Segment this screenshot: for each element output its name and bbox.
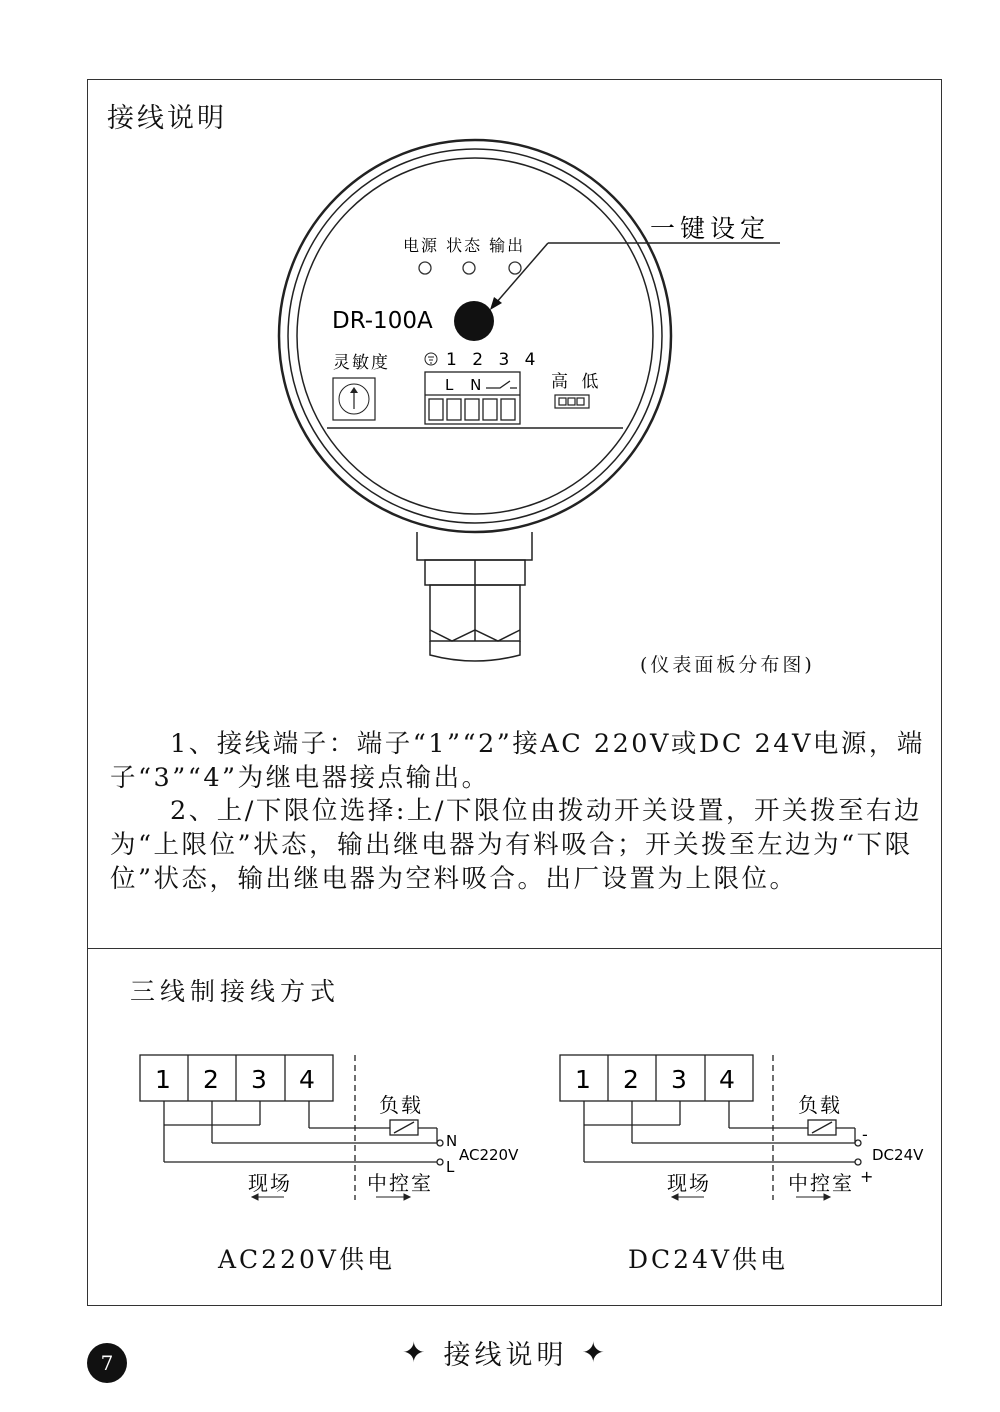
- model-label: DR-100A: [332, 308, 433, 334]
- dc-terminal-4: 4: [719, 1065, 735, 1094]
- dc-load-label: 负载: [798, 1093, 842, 1117]
- terminal-letters: L N: [445, 376, 488, 394]
- ac-terminal-4: 4: [299, 1065, 315, 1094]
- sensitivity-dial[interactable]: [333, 378, 375, 420]
- callout-text: 一键设定: [650, 214, 771, 243]
- dc-plus-label: +: [860, 1167, 874, 1186]
- ac-n-label: N: [446, 1132, 458, 1150]
- one-key-setup-button[interactable]: [454, 301, 494, 341]
- dc-terminal-2: 2: [623, 1065, 639, 1094]
- ac-terminal-2: 2: [203, 1065, 219, 1094]
- dc-supply-label: DC24V供电: [628, 1245, 789, 1274]
- dc-voltage-label: DC24V: [872, 1146, 924, 1164]
- output-led: [509, 262, 521, 274]
- ac-voltage-label: AC220V: [459, 1146, 519, 1164]
- ac-load-label: 负载: [379, 1093, 423, 1117]
- high-low-switch[interactable]: [555, 395, 589, 408]
- led-labels: 电源 状态 输出: [403, 236, 526, 255]
- ac-terminal-3: 3: [251, 1065, 267, 1094]
- callout-leader: [496, 243, 780, 303]
- paragraph-terminals: 1、接线端子：端子“1”“2”接AC 220V或DC 24V电源，端子“3”“4”为继电器接点输出。: [110, 729, 925, 793]
- footer-title: 接线说明: [443, 1340, 568, 1371]
- dc-minus-label: -: [862, 1125, 868, 1144]
- four-point-star-icon: ✦: [581, 1336, 609, 1369]
- section-title-three-wire: 三线制接线方式: [130, 977, 341, 1006]
- paragraph-limit-select: 2、上/下限位选择:上/下限位由拨动开关设置，开关拨至右边为“上限位”状态，输出继电器为有料吸合；开关拨至左边为“下限位”状态，输出继电器为空料吸合。出厂设置为上限位。: [110, 796, 922, 894]
- power-led: [419, 262, 431, 274]
- page-heading: 接线说明: [107, 103, 227, 134]
- section-divider: [87, 948, 942, 949]
- ac-l-label: L: [446, 1158, 455, 1176]
- switch-label: 高 低: [551, 372, 603, 392]
- wiring-diagrams: [0, 1040, 1000, 1280]
- dc-terminal-1: 1: [575, 1065, 591, 1094]
- dc-field-label: 现场: [667, 1171, 711, 1195]
- ground-icon: [425, 353, 437, 365]
- dc-control-room-label: 中控室: [788, 1171, 854, 1195]
- terminal-numbers: 1 2 3 4: [446, 350, 541, 370]
- ac-field-label: 现场: [248, 1171, 292, 1195]
- page-footer: [402, 1333, 609, 1372]
- panel-diagram: [0, 0, 1000, 700]
- panel-caption: (仪表面板分布图): [640, 654, 815, 676]
- ac-control-room-label: 中控室: [367, 1171, 433, 1195]
- page-number-badge: 7: [87, 1343, 127, 1383]
- sensitivity-label: 灵敏度: [333, 353, 390, 373]
- cable-gland: [417, 532, 532, 661]
- status-led: [463, 262, 475, 274]
- four-point-star-icon: ✦: [402, 1336, 430, 1369]
- ac-supply-label: AC220V供电: [218, 1245, 395, 1274]
- ac-terminal-1: 1: [155, 1065, 171, 1094]
- dc-terminal-3: 3: [671, 1065, 687, 1094]
